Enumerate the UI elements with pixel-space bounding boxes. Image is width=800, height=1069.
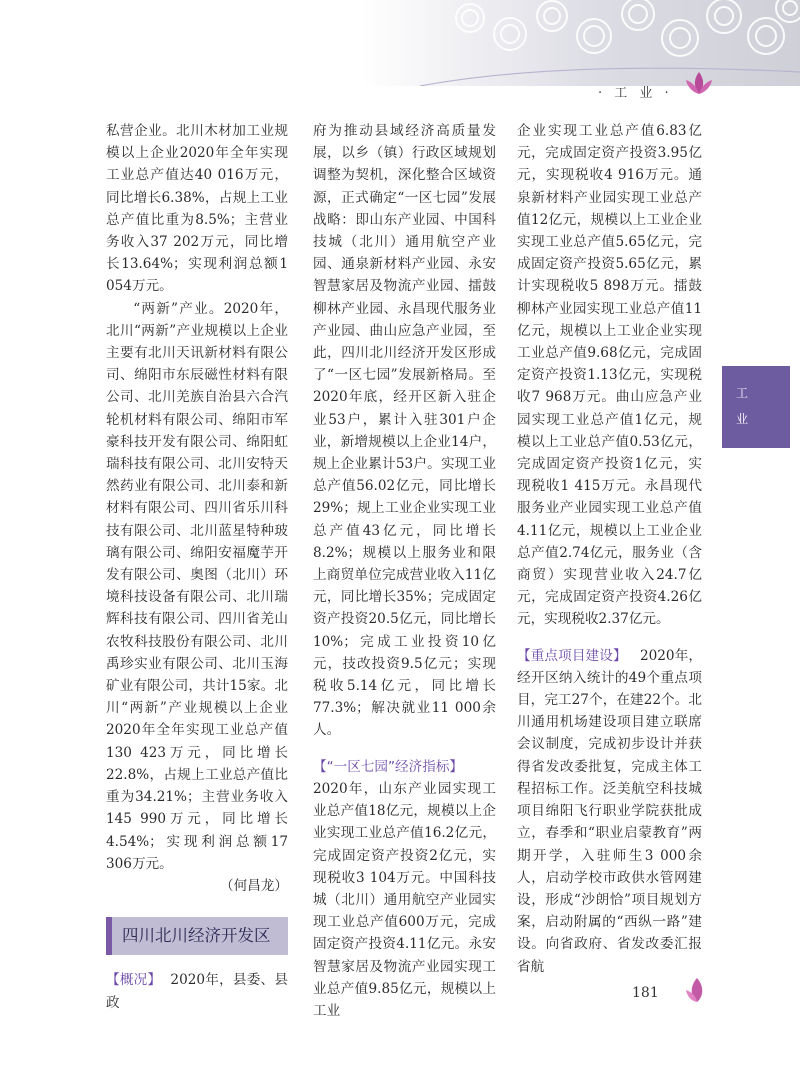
paragraph-economic-indicators: 2020年，山东产业园实现工业总产值18亿元，规模以上企业实现工业总产值16.2亿元，完成固定资产投资2亿元，实现税收3 104万元。中国科技城（北川）通用航空产业园实现工业总产值600万元，完成固定资产投资4.11亿元。永安智慧家居及物流产业园实现工业总产值9.85亿元，规模以上工业 xyxy=(313,780,496,1019)
paragraph-wood-industry: 私营企业。北川木材加工业规模以上企业2020年全年实现工业总产值达40 016万元，同比增长6.38%，占规上工业总产值比重为8.5%；主营业务收入37 202万元，同比增长13.64%；实现利润总额1 054万元。 xyxy=(106,123,288,295)
lotus-icon xyxy=(684,70,714,100)
column-2 xyxy=(313,120,496,1022)
section-heading: 四川北川经济开发区 xyxy=(106,917,288,955)
side-chapter-tab xyxy=(722,366,790,448)
paragraph-park-figures: 企业实现工业总产值6.83亿元，完成固定资产投资3.95亿元，实现税收4 916万元。通泉新材料产业园实现工业总产值12亿元，规模以上工业企业实现工业总产值5.65亿元，完成固定资产投资5.65亿元，累计实现税收5 898万元。擂鼓柳林产业园实现工业总产值11亿元，规模以上工业企业实现工业总产值9.68亿元，完成固定资产投资1.13亿元，实现税收7 968万元。曲山应急产业园实现工业总产值1亿元，规模以上工业总产值0.53亿元，完成固定资产投资1亿元，实现税收1 415万元。永昌现代服务业产业园实现工业总产值4.11亿元，规模以上工业企业总产值2.74亿元，服务业（含商贸）实现营业收入24.7亿元，完成固定资产投资4.26亿元，实现税收2.37亿元。 xyxy=(517,123,702,628)
footer-lotus-icon xyxy=(684,976,710,1008)
paragraph-overview xyxy=(106,969,288,1013)
key-projects-text: 2020年，经开区纳入统计的49个重点项目，完工27个，在建22个。北川通用机场建设项目建立联席会议制度，完成初步设计并获得省发改委批复，完成主体工程招标工作。泛美航空科技城项目绵阳飞行职业学院获批成立，春季和“职业启蒙教育”两期开学，入驻师生3 000余人，启动学校市政供水管网建设，形成“沙朗恰”项目规划方案，启动附属的“西纵一路”建设。向省政府、省发改委汇报省航 xyxy=(517,647,702,975)
overview-text: 2020年，县委、县政 xyxy=(106,972,288,1011)
column-3 xyxy=(517,120,702,978)
paragraph-development-strategy: 府为推动县域经济高质量发展，以乡（镇）行政区域规划调整为契机，深化整合区域资源，正式确定“一区七园”发展战略：即山东产业园、中国科技城（北川）通用航空产业园、通泉新材料产业园、永安智慧家居及物流产业园、擂鼓柳林产业园、永昌现代服务业产业园、曲山应急产业园，至此，四川北川经济开发区形成了“一区七园”发展新格局。至2020年底，经开区新入驻企业53户，累计入驻301户企业，新增规模以上企业14户，规上企业累计53户。实现工业总产值56.02亿元，同比增长29%；规上工业企业实现工业总产值43亿元，同比增长8.2%；规模以上服务业和限上商贸单位完成营业收入11亿元，同比增长35%；完成固定资产投资20.5亿元，同比增长10%；完成工业投资10亿元，技改投资9.5亿元；实现税收5.14亿元，同比增长77.3%；解决就业11 000余人。 xyxy=(313,123,496,739)
key-projects-tag: 【重点项目建设】 xyxy=(517,647,627,664)
paragraph-two-new-industries: “两新”产业。2020年，北川“两新”产业规模以上企业主要有北川天讯新材料有限公司、绵阳市东辰磁性材料有限公司、北川羌族自治县六合汽轮机材料有限公司、绵阳市军豪科技开发有限公司、绵阳虹瑞科技有限公司、北川安特天然药业有限公司、北川泰和新材料有限公司、四川省乐川科技有限公司、北川蓝星特种玻璃有限公司、绵阳安福魔芋开发有限公司、奥图（北川）环境科技设备有限公司、北川瑞辉科技有限公司、四川省羌山农牧科技股份有限公司、北川禹珍实业有限公司、北川玉海矿业有限公司，共计15家。北川“两新”产业规模以上企业2020年全年实现工业总产值130 423万元，同比增长22.8%，占规上工业总产值比重为34.21%；主营业务收入145 990万元，同比增长4.54%；实现利润总额17 306万元。 xyxy=(106,300,288,872)
side-tab-char-2: 业 xyxy=(736,412,749,426)
page-number: 181 xyxy=(632,985,659,1001)
header-wave-band xyxy=(0,0,800,86)
header-section-label: · 工 业 · xyxy=(598,86,673,101)
side-tab-char-1: 工 xyxy=(736,386,749,400)
paragraph-key-projects xyxy=(517,645,702,978)
column-1 xyxy=(106,120,288,1014)
economic-indicators-tag: 【“一区七园”经济指标】 xyxy=(313,758,464,775)
overview-tag: 【概况】 xyxy=(106,972,162,989)
author-credit: （何昌龙） xyxy=(220,877,288,894)
